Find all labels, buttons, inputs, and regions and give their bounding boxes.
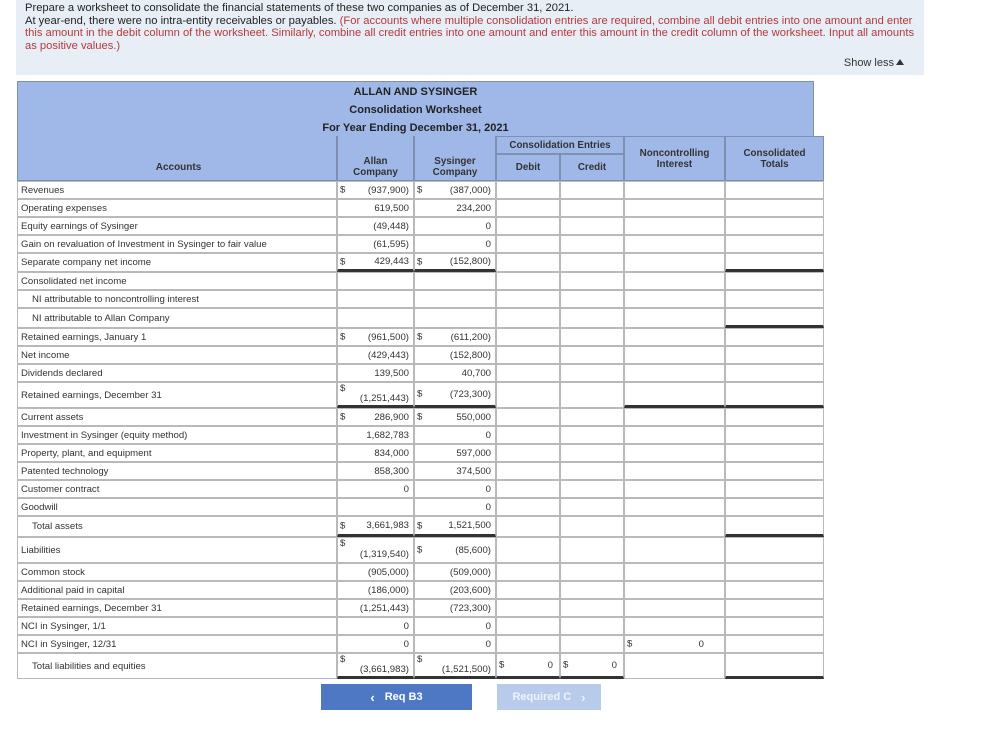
nci-input[interactable]	[624, 328, 725, 346]
consolidated-total-input[interactable]	[725, 408, 824, 426]
instructions-line1: Prepare a worksheet to consolidate the financial statements of these two companies as of December 31, 2021.	[25, 2, 574, 14]
sysinger-customer-contract: 0	[414, 480, 496, 498]
debit-header: Debit	[496, 154, 560, 181]
consolidated-total-input[interactable]	[725, 653, 824, 679]
allan-goodwill	[337, 498, 414, 516]
allan-customer-contract: 0	[337, 480, 414, 498]
allan-operating-expenses: 619,500	[337, 199, 414, 217]
consolidated-total-input[interactable]	[725, 537, 824, 563]
allan-company-header: Allan Company	[337, 154, 414, 181]
credit-input[interactable]	[560, 253, 624, 272]
consolidated-total-input[interactable]	[725, 199, 824, 217]
row-label-current-assets: Current assets	[17, 408, 337, 426]
nci-input[interactable]	[624, 217, 725, 235]
debit-input[interactable]	[496, 181, 560, 199]
allan-revenues: $ (937,900)	[337, 181, 414, 199]
debit-input[interactable]	[496, 617, 560, 635]
allan-re-dec31-equity: (1,251,443)	[337, 599, 414, 617]
consolidated-total-input[interactable]	[725, 328, 824, 346]
debit-input[interactable]	[496, 444, 560, 462]
credit-input[interactable]	[560, 364, 624, 382]
row-label-operating-expenses: Operating expenses	[17, 199, 337, 217]
consolidated-total-input[interactable]	[725, 599, 824, 617]
credit-input[interactable]	[560, 581, 624, 599]
nci-input[interactable]	[624, 537, 725, 563]
prev-button-label: Req B3	[384, 691, 423, 703]
nci-input[interactable]	[624, 581, 725, 599]
allan-liabilities: $ (1,319,540)	[337, 537, 414, 563]
debit-input[interactable]	[496, 480, 560, 498]
debit-input[interactable]	[496, 537, 560, 563]
allan-gain-revaluation: (61,595)	[337, 235, 414, 253]
prev-button[interactable]	[321, 684, 472, 710]
row-label-ni-nci: NI attributable to noncontrolling interest	[17, 290, 337, 308]
consolidated-total-input[interactable]	[725, 272, 824, 290]
sysinger-re-dec31: $ (723,300)	[414, 382, 496, 408]
credit-input[interactable]	[560, 426, 624, 444]
debit-input[interactable]	[496, 364, 560, 382]
row-label-apic: Additional paid in capital	[17, 581, 337, 599]
sysinger-patented-technology: 374,500	[414, 462, 496, 480]
sysinger-equity-earnings: 0	[414, 217, 496, 235]
credit-input[interactable]	[560, 181, 624, 199]
credit-input[interactable]	[560, 217, 624, 235]
nci-input[interactable]	[624, 199, 725, 217]
row-label-liabilities: Liabilities	[17, 537, 337, 563]
nci-input[interactable]	[624, 516, 725, 537]
consolidated-total-input[interactable]	[725, 617, 824, 635]
credit-total: $ 0	[560, 653, 624, 679]
nci-input[interactable]	[624, 382, 725, 408]
row-label-patented-technology: Patented technology	[17, 462, 337, 480]
debit-input[interactable]	[496, 498, 560, 516]
instructions-panel	[16, 0, 924, 75]
allan-re-dec31: $ (1,251,443)	[337, 382, 414, 408]
row-label-net-income: Net income	[17, 346, 337, 364]
instructions-line2: At year-end, there were no intra-entity receivables or payables.	[25, 14, 340, 27]
nci-input[interactable]	[624, 498, 725, 516]
debit-input[interactable]	[496, 328, 560, 346]
sysinger-separate-net-income: $ (152,800)	[414, 253, 496, 272]
consolidated-total-input[interactable]	[725, 181, 824, 199]
nci-input[interactable]	[624, 235, 725, 253]
chevron-right-icon: ›	[581, 689, 586, 705]
consolidated-total-input[interactable]	[725, 444, 824, 462]
nci-input[interactable]	[624, 408, 725, 426]
allan-nci-dec31: 0	[337, 635, 414, 653]
nci-input[interactable]	[624, 617, 725, 635]
consolidated-total-input[interactable]	[725, 308, 824, 328]
nci-input[interactable]	[624, 253, 725, 272]
row-label-ni-allan: NI attributable to Allan Company	[17, 308, 337, 328]
row-label-nci-dec31: NCI in Sysinger, 12/31	[17, 635, 337, 653]
sysinger-total-assets: $ 1,521,500	[414, 516, 496, 537]
sysinger-goodwill: 0	[414, 498, 496, 516]
consolidated-total-input[interactable]	[725, 581, 824, 599]
credit-input[interactable]	[560, 346, 624, 364]
nci-input[interactable]	[624, 364, 725, 382]
row-label-re-dec31-equity: Retained earnings, December 31	[17, 599, 337, 617]
row-label-re-dec31: Retained earnings, December 31	[17, 382, 337, 408]
nci-input[interactable]	[624, 346, 725, 364]
nci-total-value[interactable]: $ 0	[624, 635, 725, 653]
consolidated-total-input[interactable]	[725, 235, 824, 253]
debit-input[interactable]	[496, 346, 560, 364]
consolidated-total-input[interactable]	[725, 635, 824, 653]
allan-current-assets: $ 286,900	[337, 408, 414, 426]
nci-input[interactable]	[624, 462, 725, 480]
debit-input[interactable]	[496, 217, 560, 235]
credit-input[interactable]	[560, 235, 624, 253]
allan-dividends: 139,500	[337, 364, 414, 382]
consolidated-totals-header: Consolidated Totals	[725, 136, 824, 181]
debit-input[interactable]	[496, 516, 560, 537]
row-label-gain-revaluation: Gain on revaluation of Investment in Sysinger to fair value	[17, 235, 337, 253]
credit-input[interactable]	[560, 408, 624, 426]
sysinger-revenues: $ (387,000)	[414, 181, 496, 199]
credit-input[interactable]	[560, 537, 624, 563]
consolidated-total-input[interactable]	[725, 364, 824, 382]
nci-input[interactable]	[624, 181, 725, 199]
row-label-dividends: Dividends declared	[17, 364, 337, 382]
row-label-revenues: Revenues	[17, 181, 337, 199]
credit-input[interactable]	[560, 498, 624, 516]
nci-input[interactable]	[624, 599, 725, 617]
credit-input[interactable]	[560, 199, 624, 217]
debit-input[interactable]	[496, 635, 560, 653]
credit-input[interactable]	[560, 480, 624, 498]
debit-input[interactable]	[496, 408, 560, 426]
sysinger-nci-jan1: 0	[414, 617, 496, 635]
nci-header: Noncontrolling Interest	[624, 136, 725, 181]
sysinger-current-assets: $ 550,000	[414, 408, 496, 426]
row-label-common-stock: Common stock	[17, 563, 337, 581]
debit-input[interactable]	[496, 599, 560, 617]
credit-input[interactable]	[560, 328, 624, 346]
nci-input[interactable]	[624, 444, 725, 462]
sysinger-operating-expenses: 234,200	[414, 199, 496, 217]
debit-input[interactable]	[496, 462, 560, 480]
credit-input[interactable]	[560, 462, 624, 480]
row-label-total-assets: Total assets	[17, 516, 337, 537]
consolidated-total-input[interactable]	[725, 217, 824, 235]
consolidated-total-input[interactable]	[725, 563, 824, 581]
allan-ppe: 834,000	[337, 444, 414, 462]
credit-input[interactable]	[560, 382, 624, 408]
sysinger-investment: 0	[414, 426, 496, 444]
nci-input[interactable]	[624, 480, 725, 498]
row-label-goodwill: Goodwill	[17, 498, 337, 516]
allan-investment: 1,682,783	[337, 426, 414, 444]
credit-input[interactable]	[560, 516, 624, 537]
next-button[interactable]	[497, 684, 601, 710]
debit-input[interactable]	[496, 253, 560, 272]
worksheet-header	[17, 81, 814, 136]
debit-input[interactable]	[496, 199, 560, 217]
row-label-investment: Investment in Sysinger (equity method)	[17, 426, 337, 444]
caret-up-icon	[896, 59, 904, 65]
allan-common-stock: (905,000)	[337, 563, 414, 581]
consolidated-total-input[interactable]	[725, 516, 824, 537]
consolidated-total-input[interactable]	[725, 253, 824, 272]
worksheet-period: For Year Ending December 31, 2021	[322, 122, 509, 134]
worksheet-title: Consolidation Worksheet	[349, 104, 482, 116]
allan-patented-technology: 858,300	[337, 462, 414, 480]
sysinger-liabilities: $ (85,600)	[414, 537, 496, 563]
consolidated-total-input[interactable]	[725, 290, 824, 308]
credit-input[interactable]	[560, 444, 624, 462]
consolidated-total-input[interactable]	[725, 346, 824, 364]
credit-header: Credit	[560, 154, 624, 181]
row-label-consolidated-net-income: Consolidated net income	[17, 272, 337, 290]
consolidated-total-input[interactable]	[725, 480, 824, 498]
row-label-total-liabilities-equities: Total liabilities and equities	[17, 653, 337, 679]
allan-total-liabilities-equities: $ (3,661,983)	[337, 653, 414, 679]
consolidated-total-input[interactable]	[725, 462, 824, 480]
company-name: ALLAN AND SYSINGER	[353, 86, 478, 98]
row-label-re-jan1: Retained earnings, January 1	[17, 328, 337, 346]
accounts-header: Accounts	[17, 154, 337, 181]
allan-equity-earnings: (49,448)	[337, 217, 414, 235]
consolidated-total-input[interactable]	[725, 382, 824, 408]
allan-nci-jan1: 0	[337, 617, 414, 635]
sysinger-common-stock: (509,000)	[414, 563, 496, 581]
chevron-left-icon: ‹	[370, 689, 375, 705]
sysinger-net-income: (152,800)	[414, 346, 496, 364]
credit-input[interactable]	[560, 617, 624, 635]
sysinger-ppe: 597,000	[414, 444, 496, 462]
debit-input[interactable]	[496, 235, 560, 253]
debit-input[interactable]	[496, 581, 560, 599]
instructions-note: (For accounts where multiple consolidation entries are required, combine all debit entries into one amount and enter this amount in the debit column of the worksheet. Similarly, combine all credit entries into one amount and enter this amount in the credit column of the worksheet. Input all amounts as positive values.)	[25, 14, 915, 52]
debit-input[interactable]	[496, 426, 560, 444]
debit-total: $ 0	[496, 653, 560, 679]
sysinger-apic: (203,600)	[414, 581, 496, 599]
credit-input[interactable]	[560, 635, 624, 653]
allan-re-jan1: $ (961,500)	[337, 328, 414, 346]
sysinger-re-jan1: $ (611,200)	[414, 328, 496, 346]
debit-input[interactable]	[496, 382, 560, 408]
row-label-separate-net-income: Separate company net income	[17, 253, 337, 272]
debit-input[interactable]	[496, 563, 560, 581]
sysinger-gain-revaluation: 0	[414, 235, 496, 253]
sysinger-re-dec31-equity: (723,300)	[414, 599, 496, 617]
allan-separate-net-income: $ 429,443	[337, 253, 414, 272]
sysinger-company-header: Sysinger Company	[414, 154, 496, 181]
sysinger-dividends: 40,700	[414, 364, 496, 382]
sysinger-nci-dec31: 0	[414, 635, 496, 653]
allan-net-income: (429,443)	[337, 346, 414, 364]
row-label-customer-contract: Customer contract	[17, 480, 337, 498]
row-label-equity-earnings: Equity earnings of Sysinger	[17, 217, 337, 235]
allan-apic: (186,000)	[337, 581, 414, 599]
consolidated-total-input[interactable]	[725, 498, 824, 516]
credit-input[interactable]	[560, 599, 624, 617]
consolidated-total-input[interactable]	[725, 426, 824, 444]
show-less-label: Show less	[843, 57, 894, 69]
credit-input[interactable]	[560, 563, 624, 581]
instructions-text	[25, 2, 915, 52]
row-label-ppe: Property, plant, and equipment	[17, 444, 337, 462]
nci-input[interactable]	[624, 563, 725, 581]
nci-input[interactable]	[624, 426, 725, 444]
row-label-nci-jan1: NCI in Sysinger, 1/1	[17, 617, 337, 635]
show-less-link[interactable]	[844, 57, 904, 69]
consolidation-entries-header: Consolidation Entries	[496, 136, 624, 154]
allan-total-assets: $ 3,661,983	[337, 516, 414, 537]
next-button-label: Required C	[512, 691, 572, 703]
sysinger-total-liabilities-equities: $ (1,521,500)	[414, 653, 496, 679]
